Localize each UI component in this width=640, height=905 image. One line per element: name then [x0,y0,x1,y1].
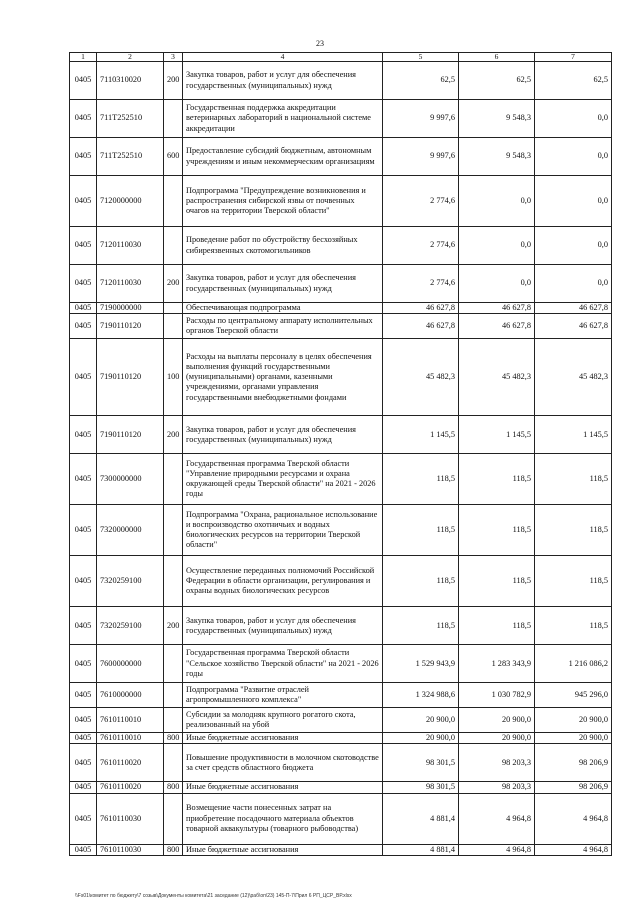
col-header-2: 2 [97,53,164,62]
expense-type-cell [164,227,183,265]
amount-col7-cell: 0,0 [535,265,612,303]
section-code-cell: 0405 [70,100,97,138]
target-article-cell: 7190110120 [97,416,164,454]
section-code-cell: 0405 [70,744,97,782]
amount-col5-cell: 118,5 [383,556,459,607]
amount-col6-cell: 1 030 782,9 [459,683,535,708]
target-article-cell: 7300000000 [97,454,164,505]
amount-col7-cell: 0,0 [535,176,612,227]
header-row [70,53,612,62]
amount-col5-cell: 20 900,0 [383,708,459,733]
amount-col6-cell: 4 964,8 [459,793,535,844]
target-article-cell: 7600000000 [97,645,164,683]
col-header-5: 5 [383,53,459,62]
amount-col6-cell: 118,5 [459,505,535,556]
target-article-cell: 7610110010 [97,708,164,733]
expense-type-cell [164,708,183,733]
col-header-7: 7 [535,53,612,62]
expense-type-cell: 200 [164,416,183,454]
amount-col5-cell: 45 482,3 [383,339,459,416]
amount-col6-cell: 46 627,8 [459,303,535,314]
section-code-cell: 0405 [70,138,97,176]
target-article-cell: 7190000000 [97,303,164,314]
amount-col5-cell: 9 997,6 [383,138,459,176]
amount-col5-cell: 118,5 [383,505,459,556]
expense-type-cell [164,454,183,505]
table-row [70,744,612,782]
table-row [70,505,612,556]
table-row [70,733,612,744]
description-cell: Иные бюджетные ассигнования [183,844,383,855]
section-code-cell: 0405 [70,176,97,227]
amount-col6-cell: 62,5 [459,62,535,100]
amount-col6-cell: 0,0 [459,265,535,303]
amount-col6-cell: 45 482,3 [459,339,535,416]
expense-type-cell: 200 [164,607,183,645]
amount-col7-cell: 4 964,8 [535,793,612,844]
budget-table [69,52,612,856]
amount-col7-cell: 98 206,9 [535,782,612,793]
amount-col5-cell: 20 900,0 [383,733,459,744]
amount-col6-cell: 9 548,3 [459,100,535,138]
section-code-cell: 0405 [70,683,97,708]
section-code-cell: 0405 [70,62,97,100]
col-header-1: 1 [70,53,97,62]
expense-type-cell [164,744,183,782]
table-row [70,176,612,227]
section-code-cell: 0405 [70,416,97,454]
expense-type-cell [164,645,183,683]
description-cell: Государственная поддержка аккредитации ветеринарных лабораторий в национальной системе аккредитации [183,100,383,138]
amount-col7-cell: 20 900,0 [535,708,612,733]
table-row [70,416,612,454]
section-code-cell: 0405 [70,844,97,855]
amount-col7-cell: 45 482,3 [535,339,612,416]
section-code-cell: 0405 [70,793,97,844]
amount-col5-cell: 46 627,8 [383,314,459,339]
expense-type-cell [164,303,183,314]
amount-col5-cell: 2 774,6 [383,265,459,303]
description-cell: Иные бюджетные ассигнования [183,782,383,793]
col-header-3: 3 [164,53,183,62]
amount-col5-cell: 118,5 [383,607,459,645]
expense-type-cell [164,793,183,844]
table-row [70,339,612,416]
target-article-cell: 7120000000 [97,176,164,227]
table-row [70,708,612,733]
amount-col5-cell: 98 301,5 [383,782,459,793]
amount-col6-cell: 20 900,0 [459,708,535,733]
target-article-cell: 7320000000 [97,505,164,556]
amount-col7-cell: 4 964,8 [535,844,612,855]
table-row [70,645,612,683]
amount-col7-cell: 1 216 086,2 [535,645,612,683]
amount-col5-cell: 62,5 [383,62,459,100]
target-article-cell: 7190110120 [97,314,164,339]
table-body [70,62,612,856]
section-code-cell: 0405 [70,607,97,645]
expense-type-cell [164,314,183,339]
table-row [70,454,612,505]
page-number: 23 [316,39,324,48]
target-article-cell: 7610110010 [97,733,164,744]
description-cell: Предоставление субсидий бюджетным, автономным учреждениям и иным некоммерческим организациям [183,138,383,176]
amount-col7-cell: 118,5 [535,607,612,645]
table-row [70,227,612,265]
description-cell: Подпрограмма "Развитие отраслей агропромышленного комплекса" [183,683,383,708]
target-article-cell: 7610110020 [97,782,164,793]
description-cell: Осуществление переданных полномочий Российской Федерации в области организации, регулирования и охраны водных биологических ресурсов [183,556,383,607]
table-row [70,265,612,303]
table-row [70,607,612,645]
amount-col5-cell: 1 145,5 [383,416,459,454]
expense-type-cell: 800 [164,733,183,744]
target-article-cell: 7320259100 [97,556,164,607]
footer-file-path: \\Fs01\комитет по бюджету\7 созыв\Документы комитета\21 заседание (12)\раб\оп\23) 145-П-7\Прил 6 РП_ЦСР_ВР.xlsx [75,893,352,899]
amount-col6-cell: 46 627,8 [459,314,535,339]
amount-col6-cell: 20 900,0 [459,733,535,744]
description-cell: Обеспечивающая подпрограмма [183,303,383,314]
amount-col5-cell: 4 881,4 [383,793,459,844]
section-code-cell: 0405 [70,782,97,793]
description-cell: Субсидии за молодняк крупного рогатого скота, реализованный на убой [183,708,383,733]
amount-col5-cell: 46 627,8 [383,303,459,314]
amount-col7-cell: 46 627,8 [535,303,612,314]
table-row [70,62,612,100]
expense-type-cell: 800 [164,844,183,855]
table-row [70,100,612,138]
section-code-cell: 0405 [70,314,97,339]
amount-col7-cell: 46 627,8 [535,314,612,339]
description-cell: Расходы по центральному аппарату исполнительных органов Тверской области [183,314,383,339]
amount-col5-cell: 2 774,6 [383,227,459,265]
expense-type-cell: 200 [164,62,183,100]
target-article-cell: 7610110030 [97,793,164,844]
expense-type-cell: 100 [164,339,183,416]
target-article-cell: 7610110020 [97,744,164,782]
section-code-cell: 0405 [70,227,97,265]
section-code-cell: 0405 [70,733,97,744]
description-cell: Возмещение части понесенных затрат на приобретение посадочного материала объектов товарной аквакультуры (товарного рыбоводства) [183,793,383,844]
description-cell: Государственная программа Тверской области "Управление природными ресурсами и охрана окружающей среды Тверской области" на 2021 - 2026 годы [183,454,383,505]
section-code-cell: 0405 [70,265,97,303]
amount-col5-cell: 98 301,5 [383,744,459,782]
table-row [70,138,612,176]
amount-col5-cell: 1 324 988,6 [383,683,459,708]
col-header-4: 4 [183,53,383,62]
amount-col6-cell: 4 964,8 [459,844,535,855]
amount-col6-cell: 98 203,3 [459,782,535,793]
amount-col7-cell: 118,5 [535,505,612,556]
section-code-cell: 0405 [70,303,97,314]
amount-col7-cell: 0,0 [535,100,612,138]
expense-type-cell [164,100,183,138]
amount-col5-cell: 4 881,4 [383,844,459,855]
target-article-cell: 7120110030 [97,265,164,303]
amount-col7-cell: 20 900,0 [535,733,612,744]
amount-col6-cell: 118,5 [459,556,535,607]
amount-col5-cell: 118,5 [383,454,459,505]
section-code-cell: 0405 [70,339,97,416]
amount-col6-cell: 118,5 [459,607,535,645]
amount-col6-cell: 98 203,3 [459,744,535,782]
amount-col7-cell: 62,5 [535,62,612,100]
amount-col6-cell: 1 145,5 [459,416,535,454]
description-cell: Государственная программа Тверской области "Сельское хозяйство Тверской области" на 2021 - 2026 годы [183,645,383,683]
amount-col6-cell: 118,5 [459,454,535,505]
target-article-cell: 7120110030 [97,227,164,265]
table-row [70,556,612,607]
amount-col7-cell: 98 206,9 [535,744,612,782]
amount-col6-cell: 0,0 [459,227,535,265]
amount-col7-cell: 0,0 [535,227,612,265]
description-cell: Расходы на выплаты персоналу в целях обеспечения выполнения функций государственными (муниципальными) органами, казенными учреждениями, органами управления государственными внебюджетными фондами [183,339,383,416]
expense-type-cell [164,176,183,227]
amount-col7-cell: 118,5 [535,454,612,505]
target-article-cell: 7190110120 [97,339,164,416]
section-code-cell: 0405 [70,645,97,683]
target-article-cell: 7110310020 [97,62,164,100]
amount-col7-cell: 1 145,5 [535,416,612,454]
table-row [70,782,612,793]
expense-type-cell [164,505,183,556]
expense-type-cell [164,556,183,607]
amount-col5-cell: 2 774,6 [383,176,459,227]
section-code-cell: 0405 [70,505,97,556]
description-cell: Подпрограмма "Предупреждение возникновения и распространения сибирской язвы от почвенных очагов на территории Тверской области" [183,176,383,227]
description-cell: Проведение работ по обустройству бесхозяйных сибиреязвенных скотомогильников [183,227,383,265]
expense-type-cell [164,683,183,708]
table-row [70,683,612,708]
amount-col7-cell: 0,0 [535,138,612,176]
description-cell: Повышение продуктивности в молочном скотоводстве за счет средств областного бюджета [183,744,383,782]
target-article-cell: 7610110030 [97,844,164,855]
amount-col5-cell: 1 529 943,9 [383,645,459,683]
section-code-cell: 0405 [70,454,97,505]
section-code-cell: 0405 [70,556,97,607]
amount-col6-cell: 1 283 343,9 [459,645,535,683]
expense-type-cell: 600 [164,138,183,176]
description-cell: Подпрограмма "Охрана, рациональное использование и воспроизводство охотничьих и водных биологических ресурсов на территории Тверской области" [183,505,383,556]
table-row [70,793,612,844]
description-cell: Закупка товаров, работ и услуг для обеспечения государственных (муниципальных) нужд [183,265,383,303]
target-article-cell: 7610000000 [97,683,164,708]
description-cell: Иные бюджетные ассигнования [183,733,383,744]
amount-col5-cell: 9 997,6 [383,100,459,138]
amount-col7-cell: 118,5 [535,556,612,607]
description-cell: Закупка товаров, работ и услуг для обеспечения государственных (муниципальных) нужд [183,416,383,454]
target-article-cell: 711Т252510 [97,100,164,138]
table-row [70,844,612,855]
target-article-cell: 7320259100 [97,607,164,645]
amount-col6-cell: 0,0 [459,176,535,227]
description-cell: Закупка товаров, работ и услуг для обеспечения государственных (муниципальных) нужд [183,62,383,100]
description-cell: Закупка товаров, работ и услуг для обеспечения государственных (муниципальных) нужд [183,607,383,645]
table-row [70,314,612,339]
target-article-cell: 711Т252510 [97,138,164,176]
amount-col6-cell: 9 548,3 [459,138,535,176]
expense-type-cell: 800 [164,782,183,793]
amount-col7-cell: 945 296,0 [535,683,612,708]
section-code-cell: 0405 [70,708,97,733]
col-header-6: 6 [459,53,535,62]
table-row [70,303,612,314]
expense-type-cell: 200 [164,265,183,303]
